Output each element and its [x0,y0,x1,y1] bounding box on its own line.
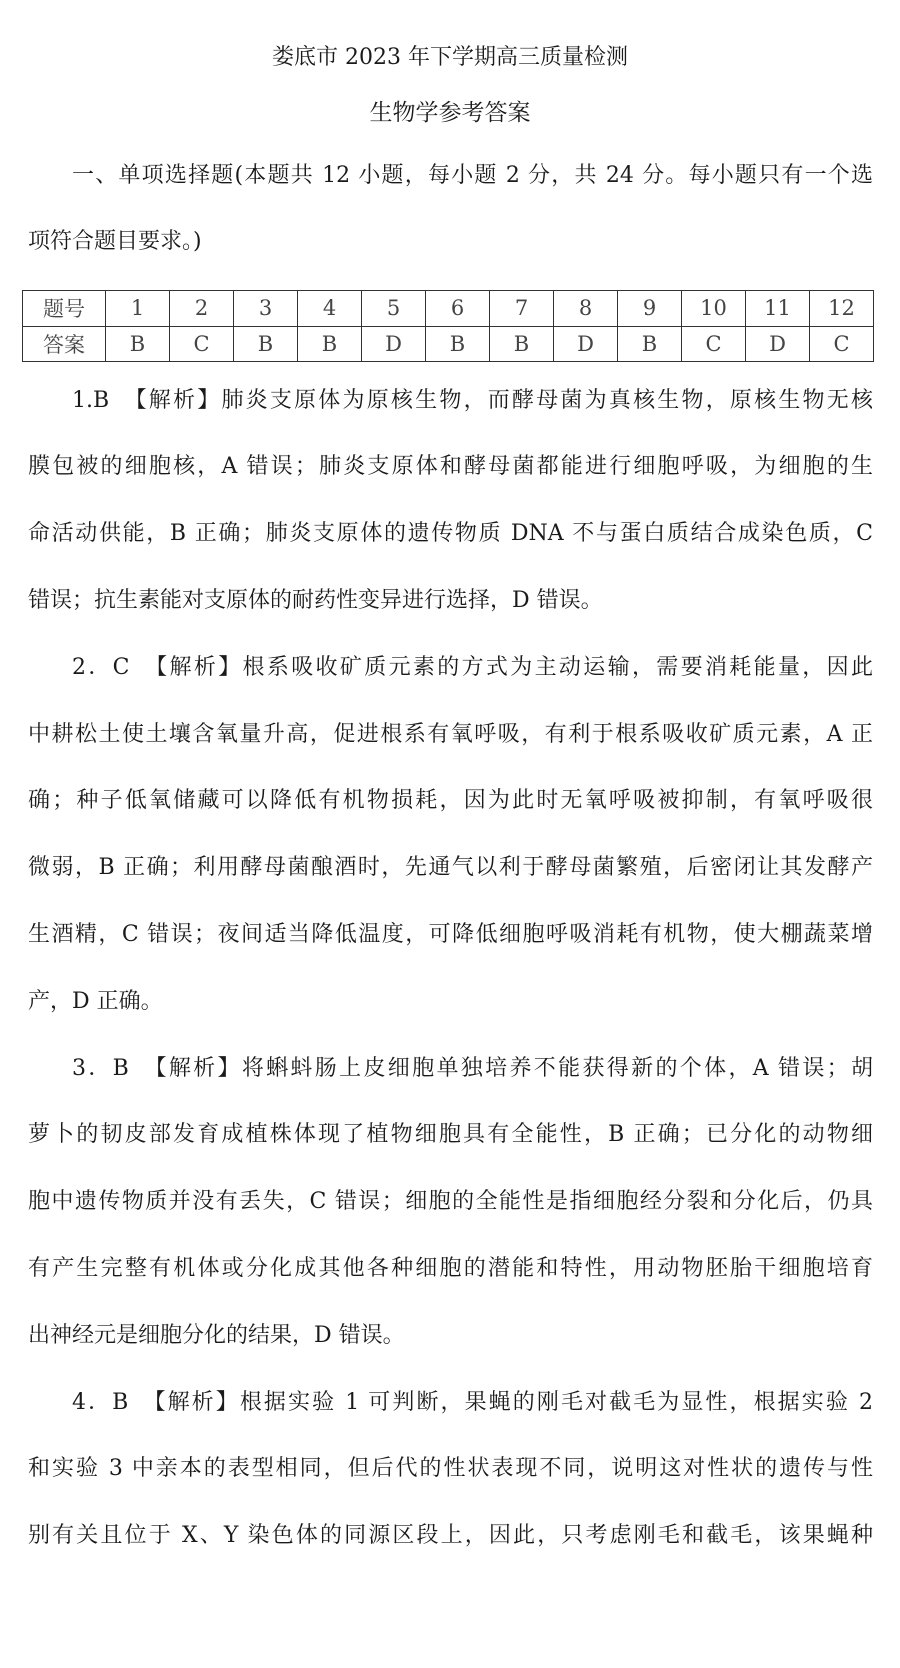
section-heading-continued: 项符合题目要求。) [28,229,202,254]
answer-cell: B [234,326,298,362]
explanation-3-line: 3．B 【解析】将蝌蚪肠上皮细胞单独培养不能获得新的个体，A 错误；胡 [72,1056,873,1081]
explanation-3-line: 萝卜的韧皮部发育成植株体现了植物细胞具有全能性，B 正确；已分化的动物细 [28,1122,873,1147]
explanation-3-line: 胞中遗传物质并没有丢失，C 错误；细胞的全能性是指细胞经分裂和分化后，仍具 [28,1189,873,1214]
explanation-1-line: 错误；抗生素能对支原体的耐药性变异进行选择，D 错误。 [28,588,603,613]
section-heading: 一、单项选择题(本题共 12 小题，每小题 2 分，共 24 分。每小题只有一个选 [72,163,873,188]
explanation-2-line: 2．C 【解析】根系吸收矿质元素的方式为主动运输，需要消耗能量，因此 [72,655,873,680]
question-number: 4 [298,291,362,327]
explanation-2-line: 微弱，B 正确；利用酵母菌酿酒时，先通气以利于酵母菌繁殖，后密闭让其发酵产 [28,855,873,880]
explanation-4-line: 别有关且位于 X、Y 染色体的同源区段上，因此，只考虑刚毛和截毛，该果蝇种 [28,1523,873,1548]
question-number: 7 [490,291,554,327]
answer-table [22,290,874,362]
explanation-3-line: 有产生完整有机体或分化成其他各种细胞的潜能和特性，用动物胚胎干细胞培育 [28,1256,873,1281]
answer-cell: B [426,326,490,362]
document-title: 娄底市 2023 年下学期高三质量检测 [272,45,628,70]
answer-cell: D [746,326,810,362]
explanation-3-line: 出神经元是细胞分化的结果，D 错误。 [28,1323,405,1348]
explanation-1-line: 命活动供能，B 正确；肺炎支原体的遗传物质 DNA 不与蛋白质结合成染色质，C [28,521,873,546]
question-number: 10 [682,291,746,327]
answer-cell: C [810,326,874,362]
explanation-1-line: 膜包被的细胞核，A 错误；肺炎支原体和酵母菌都能进行细胞呼吸，为细胞的生 [28,454,873,479]
question-number: 9 [618,291,682,327]
question-number: 1 [106,291,170,327]
row-label-answer: 答案 [23,326,106,362]
answer-cell: B [298,326,362,362]
answer-cell: D [554,326,618,362]
question-number: 8 [554,291,618,327]
answer-row [23,326,874,362]
question-number-row [23,291,874,327]
explanation-4-line: 和实验 3 中亲本的表型相同，但后代的性状表现不同，说明这对性状的遗传与性 [28,1456,873,1481]
row-label-question: 题号 [23,291,106,327]
explanation-4-line: 4．B 【解析】根据实验 1 可判断，果蝇的刚毛对截毛为显性，根据实验 2 [72,1390,873,1415]
explanation-1-line: 1.B 【解析】肺炎支原体为原核生物，而酵母菌为真核生物，原核生物无核 [72,388,873,413]
explanation-2-line: 中耕松土使土壤含氧量升高，促进根系有氧呼吸，有利于根系吸收矿质元素，A 正 [28,722,873,747]
answer-cell: C [170,326,234,362]
answer-cell: B [106,326,170,362]
question-number: 3 [234,291,298,327]
answer-cell: C [682,326,746,362]
question-number: 5 [362,291,426,327]
explanation-2-line: 产，D 正确。 [28,989,163,1014]
explanation-2-line: 确；种子低氧储藏可以降低有机物损耗，因为此时无氧呼吸被抑制，有氧呼吸很 [28,788,873,813]
question-number: 2 [170,291,234,327]
answer-cell: B [490,326,554,362]
document-subtitle: 生物学参考答案 [369,100,531,126]
question-number: 11 [746,291,810,327]
question-number: 12 [810,291,874,327]
question-number: 6 [426,291,490,327]
explanation-2-line: 生酒精，C 错误；夜间适当降低温度，可降低细胞呼吸消耗有机物，使大棚蔬菜增 [28,922,873,947]
answer-cell: B [618,326,682,362]
answer-cell: D [362,326,426,362]
